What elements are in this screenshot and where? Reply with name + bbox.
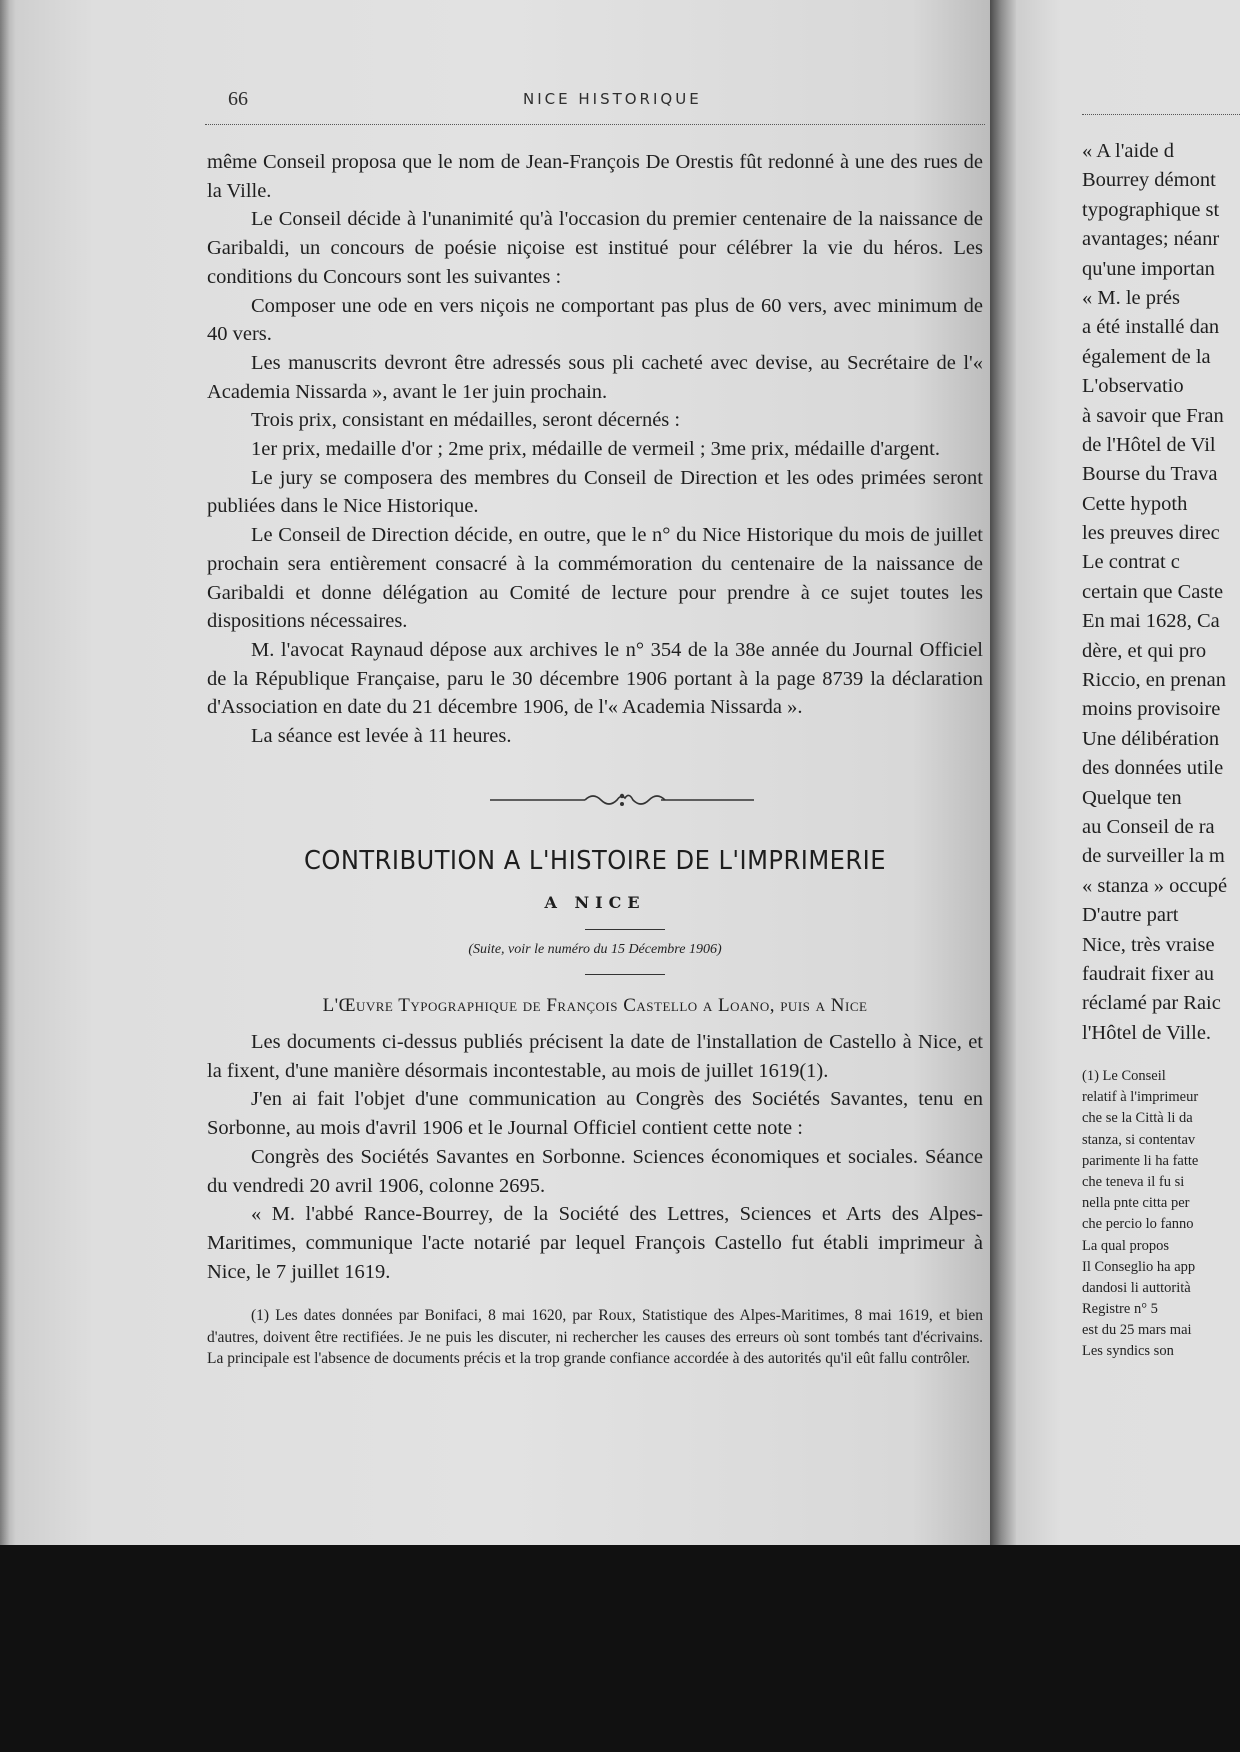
- paragraph: 1er prix, medaille d'or ; 2me prix, médaille de vermeil ; 3me prix, médaille d'argent.: [251, 438, 940, 461]
- article-title: CONTRIBUTION A L'HISTOIRE DE L'IMPRIMERIE: [303, 846, 887, 876]
- continuation-note: (Suite, voir le numéro du 15 Décembre 1906): [468, 942, 722, 957]
- paragraph: Le Conseil décide à l'unanimité qu'à l'occasion du premier centenaire de la naissance de Garibaldi, un concours de poésie niçoise est institué pour célébrer la vie du héros. Les conditions du Concours sont les suivantes :: [207, 208, 983, 288]
- article-text: [207, 1028, 983, 1286]
- text-line: réclamé par Raic: [1082, 992, 1221, 1015]
- text-line: qu'une importan: [1082, 257, 1215, 280]
- text-line: « M. le prés: [1082, 286, 1180, 309]
- book-edge: [0, 0, 16, 1545]
- paragraph: Le jury se composera des membres du Conseil de Direction et les odes primées seront publiées dans le Nice Historique.: [207, 466, 983, 518]
- text-line: moins provisoire: [1082, 698, 1221, 721]
- text-line: Nice, très vraise: [1082, 933, 1215, 956]
- text-line: Bourrey démont: [1082, 169, 1216, 192]
- text-line: dère, et qui pro: [1082, 639, 1207, 662]
- minutes-text: [207, 148, 983, 751]
- note-line: stanza, si contentav: [1082, 1131, 1196, 1148]
- paragraph: Le Conseil de Direction décide, en outre, que le n° du Nice Historique du mois de juillet prochain sera entièrement consacré à la commémoration du centenaire de la naissance de Garibaldi et donne délégation au Comité de lecture pour prendre à ce sujet toutes les dispositions nécessaires.: [207, 524, 983, 633]
- paragraph: Trois prix, consistant en médailles, seront décernés :: [251, 409, 681, 432]
- text-line: au Conseil de ra: [1082, 815, 1215, 838]
- header-rule: [205, 124, 985, 125]
- text-line: certain que Caste: [1082, 580, 1224, 603]
- text-line: l'Hôtel de Ville.: [1082, 1021, 1212, 1044]
- note-line: Il Conseglio ha app: [1082, 1258, 1196, 1275]
- facing-page-footnotes: [1082, 1068, 1198, 1365]
- note-line: parimente li ha fatte: [1082, 1152, 1199, 1169]
- book-gutter: [990, 0, 1016, 1545]
- note-line: est du 25 mars mai: [1082, 1322, 1192, 1339]
- text-line: « stanza » occupé: [1082, 874, 1228, 897]
- footnote-text: (1) Les dates données par Bonifaci, 8 mai 1620, par Roux, Statistique des Alpes-Maritimes, 8 mai 1619, et bien d'autres, doivent être rectifiées. Je ne puis les discuter, ni rechercher les causes des erreurs où sont tombés tant d'écrivains. La principale est l'absence de documents précis et la trop grande confiance accordée à des autorités qu'il eût fallu contrôler.: [207, 1307, 983, 1367]
- text-line: Le contrat c: [1082, 551, 1180, 574]
- footnote: [207, 1305, 983, 1370]
- text-line: à savoir que Fran: [1082, 404, 1224, 427]
- text-line: de l'Hôtel de Vil: [1082, 433, 1216, 456]
- text-line: les preuves direc: [1082, 522, 1220, 545]
- journal-title: NICE HISTORIQUE: [523, 90, 702, 108]
- note-line: (1) Le Conseil: [1082, 1068, 1166, 1084]
- paragraph: J'en ai fait l'objet d'une communication au Congrès des Sociétés Savantes, tenu en Sorbonne, au mois d'avril 1906 et le Journal Officiel contient cette note :: [207, 1088, 983, 1140]
- text-line: faudrait fixer au: [1082, 962, 1215, 985]
- text-line: D'autre part: [1082, 904, 1179, 927]
- paragraph: M. l'avocat Raynaud dépose aux archives le n° 354 de la 38e année du Journal Officiel de la République Française, paru le 30 décembre 1906 portant à la page 8739 la déclaration d'Association en date du 21 décembre 1906, de l'« Academia Nissarda ».: [207, 638, 983, 719]
- text-line: Une délibération: [1082, 727, 1220, 750]
- text-line: « A l'aide d: [1082, 140, 1174, 162]
- text-line: également de la: [1082, 345, 1211, 368]
- text-line: Quelque ten: [1082, 786, 1182, 809]
- paragraph: La séance est levée à 11 heures.: [251, 725, 512, 748]
- text-line: Bourse du Trava: [1082, 463, 1218, 486]
- text-line: a été installé dan: [1082, 316, 1220, 339]
- text-line: En mai 1628, Ca: [1082, 610, 1220, 633]
- facing-page-text: [1082, 140, 1227, 1051]
- note-line: che percio lo fanno: [1082, 1216, 1194, 1233]
- text-line: Riccio, en prenan: [1082, 669, 1227, 692]
- scanner-background: [0, 1545, 1240, 1752]
- page-number: 66: [228, 88, 248, 110]
- note-line: nella pnte citta per: [1082, 1195, 1190, 1212]
- ornament-divider: [490, 788, 754, 812]
- note-line: Registre n° 5: [1082, 1301, 1158, 1318]
- note-line: che teneva il fu si: [1082, 1173, 1185, 1190]
- paragraph: Les manuscrits devront être adressés sous pli cacheté avec devise, au Secrétaire de l'« Academia Nissarda », avant le 1er juin prochain.: [207, 351, 983, 403]
- note-line: che se la Città li da: [1082, 1110, 1193, 1127]
- paragraph: même Conseil proposa que le nom de Jean-François De Orestis fût redonné à une des rues de la Ville.: [207, 151, 983, 202]
- paragraph: Les documents ci-dessus publiés précisent la date de l'installation de Castello à Nice, et la fixent, d'une manière désormais incontestable, au mois de juillet 1619(1).: [207, 1031, 983, 1082]
- paragraph: Composer une ode en vers niçois ne comportant pas plus de 60 vers, avec minimum de 40 vers.: [207, 294, 983, 346]
- article-subtitle: A NICE: [544, 893, 646, 912]
- text-line: avantages; néanr: [1082, 228, 1220, 251]
- text-line: des données utile: [1082, 757, 1224, 780]
- chapter-heading: L'Œuvre Typographique de François Castello a Loano, puis a Nice: [322, 995, 868, 1016]
- paragraph: « M. l'abbé Rance-Bourrey, de la Société des Lettres, Sciences et Arts des Alpes-Maritimes, communique l'acte notarié par lequel François Castello fut établi imprimeur à Nice, le 7 juillet 1619.: [207, 1203, 983, 1283]
- note-line: relatif à l'imprimeur: [1082, 1089, 1199, 1106]
- running-head: [205, 88, 985, 112]
- text-line: typographique st: [1082, 198, 1220, 221]
- subtitle-rule: [585, 974, 665, 975]
- paragraph: Congrès des Sociétés Savantes en Sorbonne. Sciences économiques et sociales. Séance du vendredi 20 avril 1906, colonne 2695.: [207, 1145, 983, 1197]
- text-line: Cette hypoth: [1082, 492, 1188, 515]
- text-line: L'observatio: [1082, 375, 1184, 398]
- facing-header-rule: [1082, 114, 1240, 115]
- note-line: Les syndics son: [1082, 1343, 1174, 1360]
- note-line: La qual propos: [1082, 1237, 1169, 1254]
- title-rule: [585, 929, 665, 930]
- note-line: dandosi li auttorità: [1082, 1279, 1191, 1296]
- text-line: de surveiller la m: [1082, 845, 1225, 868]
